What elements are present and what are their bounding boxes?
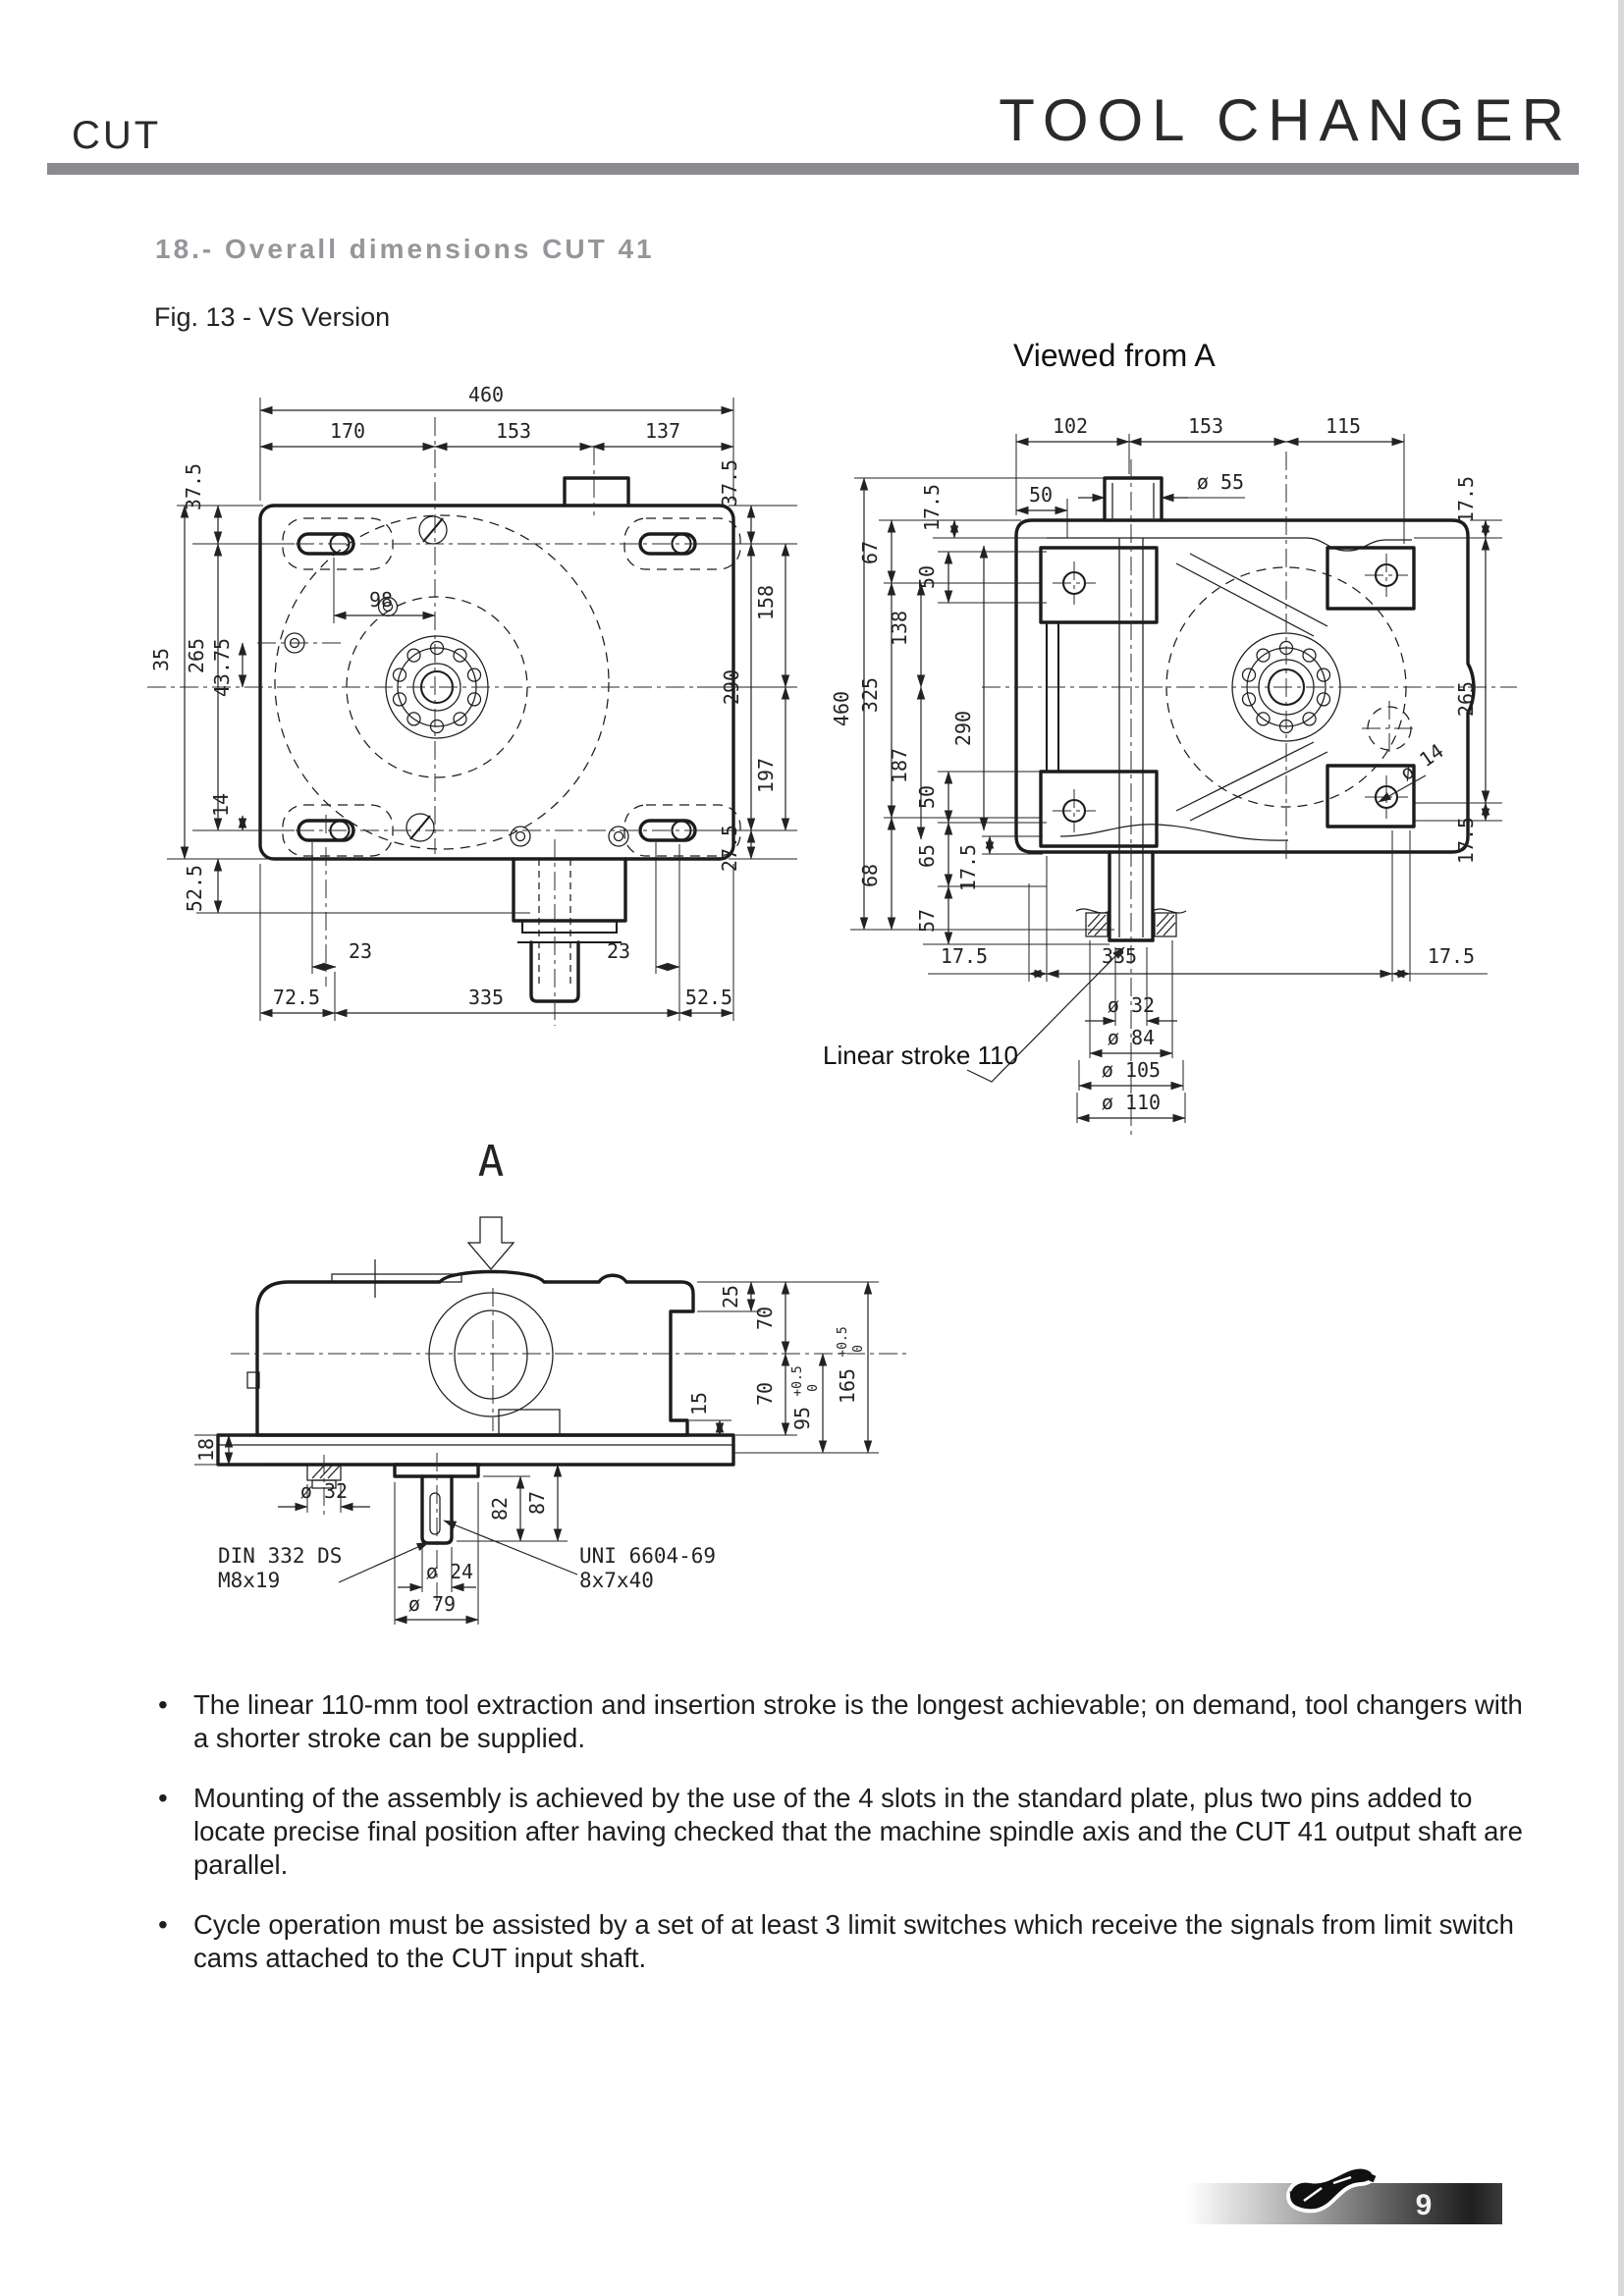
dim-label: 87 (525, 1490, 549, 1516)
bottom-dimension-lines (194, 1282, 879, 1625)
front-view-drawing (147, 383, 797, 1026)
figure-caption: Fig. 13 - VS Version (154, 302, 391, 332)
dim-label: 335 (1101, 944, 1138, 968)
dim-label: 70 (753, 1381, 777, 1407)
dim-label: 325 (858, 676, 882, 714)
dim-label: 335 (467, 986, 505, 1009)
dim-label: 138 (888, 610, 911, 647)
dim-label: 27.5 (718, 824, 741, 873)
dim-label: 290 (951, 710, 975, 747)
dim-label: 170 (329, 419, 366, 443)
thread-spec-label: M8x19 (218, 1569, 281, 1592)
dim-label: 102 (1052, 414, 1089, 438)
dim-label: ø 14 (1395, 738, 1448, 785)
svg-text:+0.5: +0.5 (790, 1365, 805, 1397)
svg-text:0: 0 (806, 1384, 821, 1392)
dim-label: 290 (720, 668, 743, 706)
dim-label: 15 (687, 1391, 711, 1416)
side-view-drawing (823, 414, 1517, 1139)
notes-list (152, 1688, 1532, 2002)
dim-label: 82 (488, 1496, 512, 1522)
thread-spec-label: DIN 332 DS (218, 1544, 343, 1568)
dim-label: ø 110 (1101, 1091, 1162, 1114)
view-a-marker: A (477, 1137, 505, 1187)
dim-label: 37.5 (718, 458, 741, 507)
dim-label: 50 (1028, 483, 1054, 507)
note-item: • Mounting of the assembly is achieved by the use of the 4 slots in the standard plate, plus two pins added to locate precise final position after having checked that the machine spindle axis and the CUT 41 output shaft are parallel. (152, 1782, 1532, 1882)
dim-label: 57 (915, 908, 939, 934)
bottom-view-drawing (194, 1137, 908, 1625)
section-title: 18.- Overall dimensions CUT 41 (155, 234, 655, 264)
dim-label: ø 105 (1101, 1058, 1162, 1082)
note-item: • The linear 110-mm tool extraction and insertion stroke is the longest achievable; on demand, tool changers with a shorter stroke can be supplied. (152, 1688, 1532, 1755)
view-direction-arrow-icon (468, 1217, 514, 1269)
dim-label: 17.5 (920, 483, 944, 532)
dim-label: 14 (209, 792, 233, 818)
page-title: TOOL CHANGER (999, 87, 1573, 153)
dim-label-toleranced (836, 1326, 866, 1404)
dim-label: 67 (858, 540, 882, 565)
dim-label: 460 (467, 383, 505, 406)
dim-label-toleranced (790, 1365, 821, 1430)
dim-label: ø 32 (1107, 993, 1156, 1017)
brand-knot-logo (1276, 2152, 1392, 2230)
dim-label: ø 55 (1196, 470, 1245, 494)
linear-stroke-label: Linear stroke 110 (823, 1041, 1018, 1070)
dim-label: 25 (719, 1284, 742, 1309)
svg-text:0: 0 (851, 1345, 866, 1353)
dim-label: 265 (185, 637, 208, 674)
dim-label: ø 24 (425, 1560, 474, 1583)
scan-edge-artifact (1618, 0, 1624, 2296)
dim-label: 35 (149, 647, 173, 672)
dim-label: 197 (754, 757, 778, 794)
note-item: • Cycle operation must be assisted by a set of at least 3 limit switches which receive the signals from limit switch cams attached to the CUT input shaft. (152, 1908, 1532, 1975)
side-bolt-holes (1053, 554, 1408, 832)
brand-text: CUT (72, 114, 162, 157)
viewed-from-label: Viewed from A (1013, 338, 1216, 373)
dim-label: 65 (915, 843, 939, 869)
svg-text:95: 95 (790, 1406, 814, 1431)
dim-label: 23 (348, 939, 373, 963)
key-spec-label: UNI 6604-69 (579, 1544, 717, 1568)
dim-label: 153 (495, 419, 532, 443)
dim-label: 50 (915, 564, 939, 590)
dim-label: 158 (754, 584, 778, 621)
dim-label: ø 32 (299, 1479, 349, 1503)
svg-text:165: 165 (836, 1367, 859, 1405)
dim-label: 137 (644, 419, 681, 443)
dim-label: 17.5 (1454, 475, 1478, 524)
dim-label: 17.5 (1454, 816, 1478, 865)
dim-label: 265 (1454, 680, 1478, 718)
dim-label: 52.5 (183, 864, 206, 913)
dim-label: 115 (1325, 414, 1362, 438)
dim-label: 37.5 (182, 462, 205, 511)
dim-label: 18 (194, 1437, 218, 1463)
key-spec-label: 8x7x40 (579, 1569, 654, 1592)
dim-label: 43.75 (210, 637, 234, 698)
dim-label: 68 (858, 863, 882, 888)
dim-label: 70 (753, 1306, 777, 1331)
dim-label: ø 79 (407, 1592, 457, 1616)
dim-label: 460 (830, 690, 853, 727)
dim-label: 17.5 (1427, 944, 1476, 968)
dim-label: 23 (606, 939, 631, 963)
dim-label: 17.5 (940, 944, 989, 968)
svg-text:+0.5: +0.5 (836, 1326, 850, 1358)
dim-label: 72.5 (272, 986, 321, 1009)
dim-label: 52.5 (684, 986, 733, 1009)
dim-label: ø 84 (1107, 1026, 1156, 1049)
dim-label: 98 (368, 588, 394, 612)
dim-label: 50 (915, 784, 939, 810)
dim-label: 153 (1187, 414, 1224, 438)
dim-label: 187 (888, 747, 911, 784)
dim-label: 17.5 (956, 843, 980, 892)
page-number: 9 (1415, 2189, 1433, 2221)
